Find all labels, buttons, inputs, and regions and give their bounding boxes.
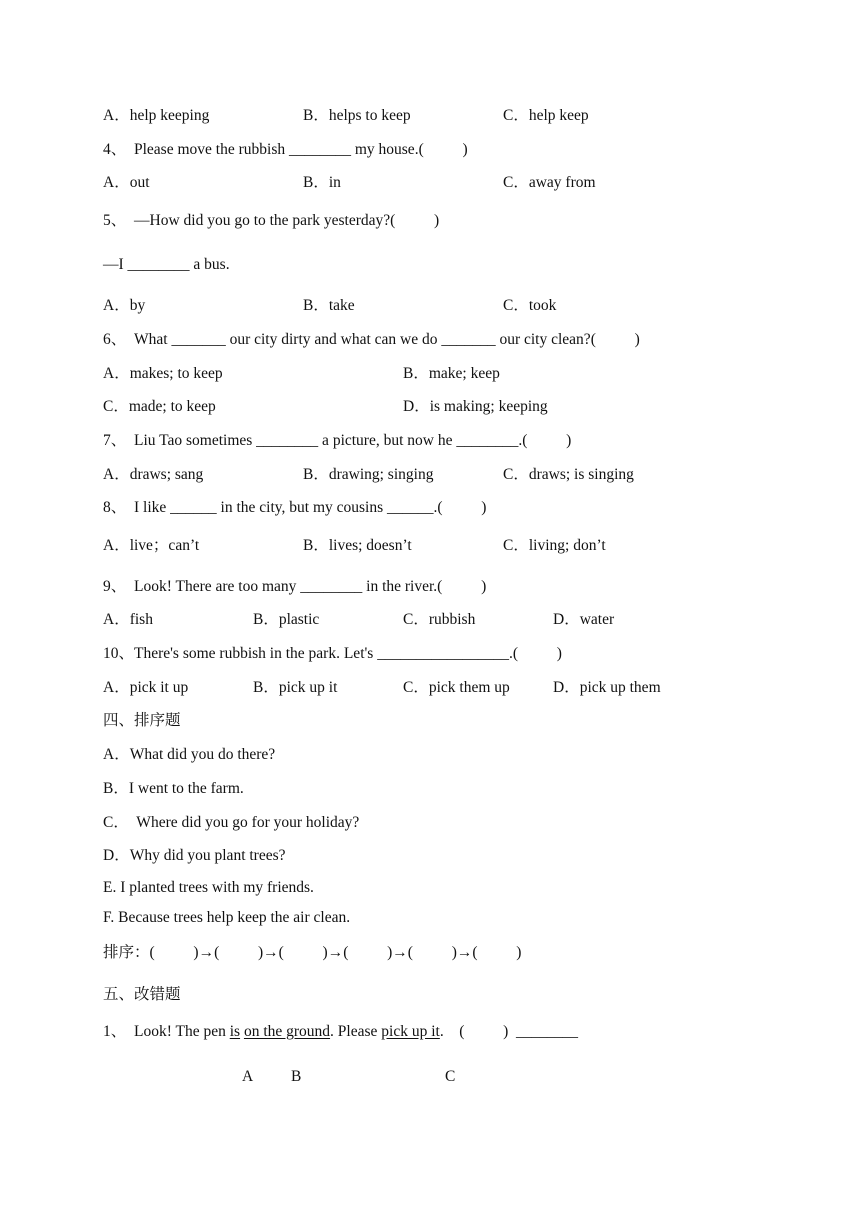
q1-label-b: B (291, 1068, 302, 1085)
q4-option-a: A．out (103, 174, 150, 191)
q1-text-3: . Please (330, 1023, 382, 1040)
section4-item-f: F. Because trees help keep the air clean. (103, 909, 351, 926)
q6-stem: 6、 What _______ our city dirty and what can we do _______ our city clean?( ) (103, 331, 640, 348)
q9-option-c: C．rubbish (403, 611, 476, 628)
q8-option-c: C．living; don’t (503, 537, 606, 554)
q5-answer-line: —I ________ a bus. (103, 256, 230, 273)
q1-label-a: A (242, 1068, 254, 1085)
q1-underlined-a: is (229, 1023, 241, 1040)
q10-option-a: A．pick it up (103, 679, 189, 696)
q3-option-c: C．help keep (503, 107, 589, 124)
section4-item-e: E. I planted trees with my friends. (103, 879, 314, 896)
q8-option-b: B．lives; doesn’t (303, 537, 412, 554)
section4-item-d: D．Why did you plant trees? (103, 847, 286, 864)
q5-option-c: C．took (503, 297, 557, 314)
q1-label-c: C (445, 1068, 456, 1085)
q4-stem: 4、 Please move the rubbish ________ my house.( ) (103, 141, 468, 158)
q9-option-d: D．water (553, 611, 615, 628)
q7-option-a: A．draws; sang (103, 466, 204, 483)
q6-option-d: D．is making; keeping (403, 398, 548, 415)
section4-title: 四、排序题 (103, 712, 181, 729)
q4-option-c: C．away from (503, 174, 596, 191)
q1-text-1: Look! The pen (134, 1023, 230, 1040)
q5-option-a: A．by (103, 297, 146, 314)
q10-option-d: D．pick up them (553, 679, 661, 696)
q9-option-b: B．plastic (253, 611, 320, 628)
q1-underlined-c: pick up it (381, 1023, 440, 1040)
q3-option-b: B．helps to keep (303, 107, 411, 124)
q7-option-c: C．draws; is singing (503, 466, 634, 483)
q5-option-b: B．take (303, 297, 355, 314)
section4-item-c: C． Where did you go for your holiday? (103, 814, 360, 831)
q8-option-a: A．live；can’t (103, 537, 200, 554)
q6-option-b: B．make; keep (403, 365, 500, 382)
section4-order-line: 排序：( )→( )→( )→( )→( )→( ) (103, 944, 522, 961)
q8-stem: 8、 I like ______ in the city, but my cousins ______.( ) (103, 499, 487, 516)
q3-option-a: A．help keeping (103, 107, 210, 124)
q9-option-a: A．fish (103, 611, 153, 628)
q9-stem: 9、 Look! There are too many ________ in the river.( ) (103, 578, 487, 595)
q1-answer-blank: ________ (516, 1023, 579, 1040)
q10-option-b: B．pick up it (253, 679, 338, 696)
q6-option-a: A．makes; to keep (103, 365, 223, 382)
section4-item-b: B．I went to the farm. (103, 780, 244, 797)
q5-stem: 5、 —How did you go to the park yesterday?( ) (103, 212, 440, 229)
q1-text-4: . ( ) (439, 1023, 517, 1040)
section5-title: 五、改错题 (103, 986, 181, 1003)
section5-q1 (103, 1022, 578, 1042)
q6-option-c: C．made; to keep (103, 398, 216, 415)
q10-stem: 10、There's some rubbish in the park. Let's _________________.( ) (103, 645, 562, 662)
q10-option-c: C．pick them up (403, 679, 510, 696)
q7-stem: 7、 Liu Tao sometimes ________ a picture, but now he ________.( ) (103, 432, 572, 449)
q1-number: 1、 (103, 1023, 135, 1040)
q1-underlined-b: on the ground (243, 1023, 331, 1040)
q7-option-b: B．drawing; singing (303, 466, 434, 483)
section4-item-a: A．What did you do there? (103, 746, 276, 763)
q4-option-b: B．in (303, 174, 341, 191)
